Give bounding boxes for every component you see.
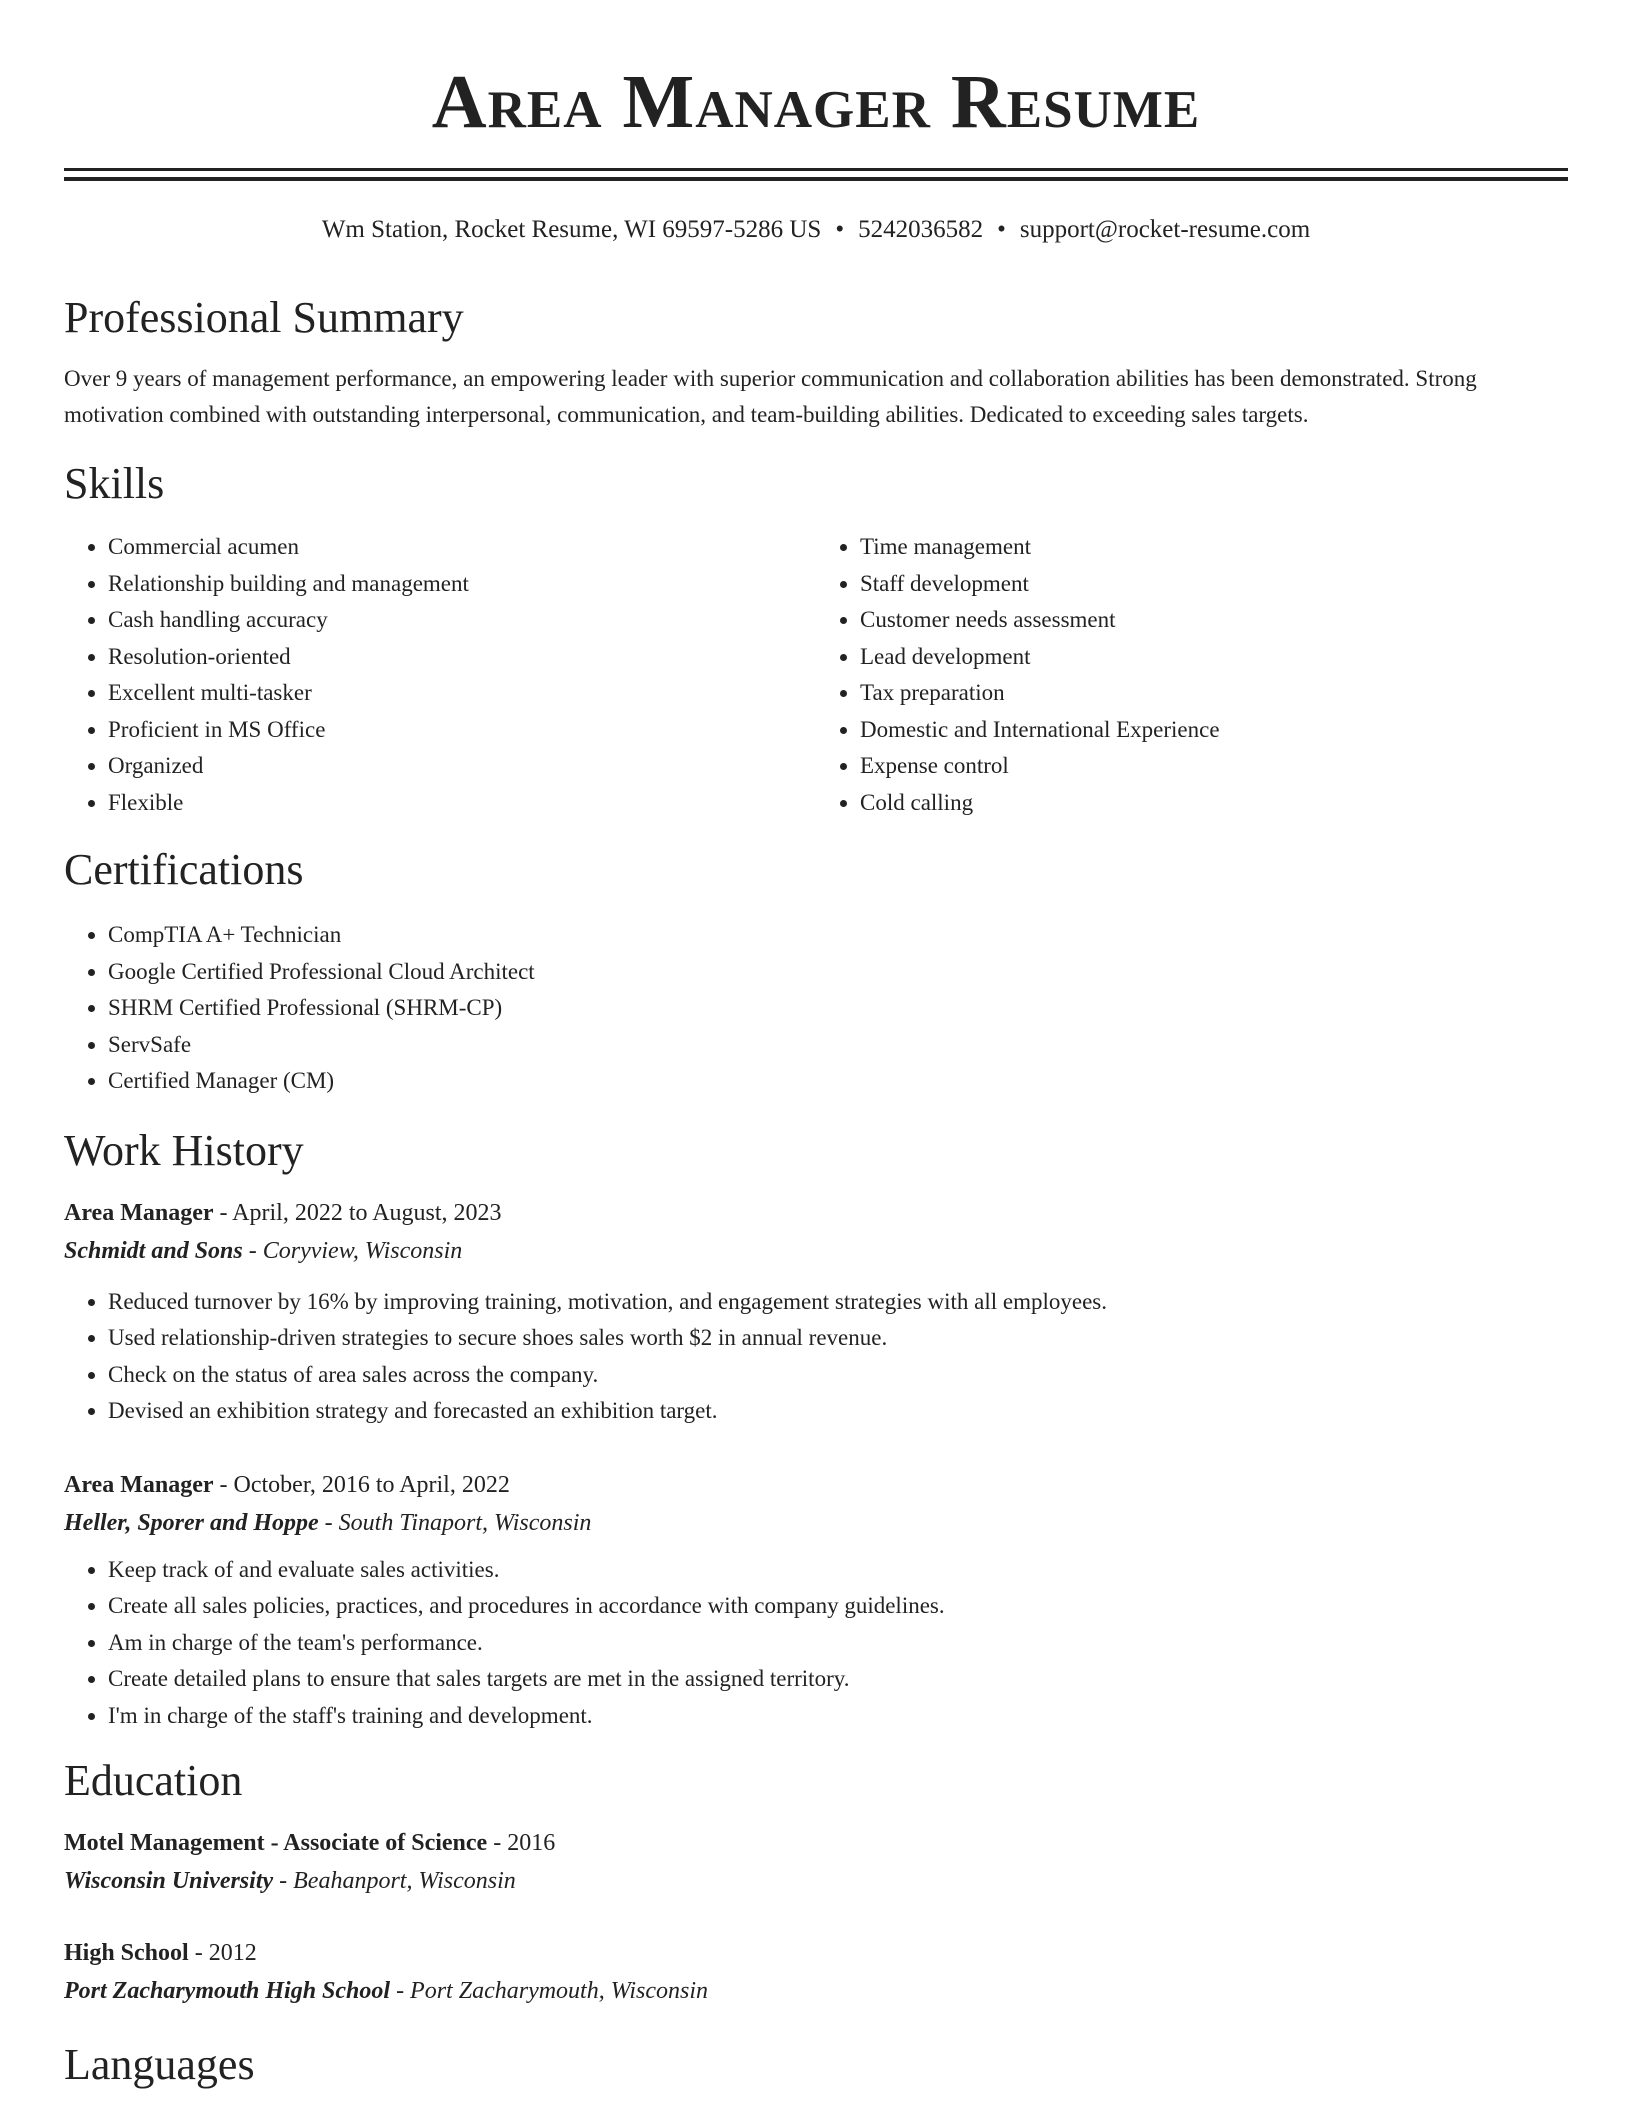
job-dates: - April, 2022 to August, 2023 [213,1199,502,1226]
certification-item: • Certified Manager (CM) [108,1063,1568,1100]
skill-item: • Cash handling accuracy [108,602,816,639]
job-bullet: • Check on the status of area sales across the company. [108,1357,1568,1394]
job-company-line [64,1232,1568,1270]
contact-line [64,215,1568,245]
job-title-line [64,1466,1568,1504]
certification-item: • CompTIA A+ Technician [108,917,1568,954]
job-entry [64,1466,1568,1735]
job-bullet: • Keep track of and evaluate sales activities. [108,1552,1568,1589]
title-divider-top [64,168,1568,171]
summary-heading: Professional Summary [64,293,464,342]
skill-item: • Flexible [108,785,816,822]
certification-item: • ServSafe [108,1027,1568,1064]
skill-item: • Staff development [860,566,1568,603]
job-company: Heller, Sporer and Hoppe [64,1509,319,1536]
skill-item: • Cold calling [860,785,1568,822]
skills-list-left [64,529,816,821]
job-location: - South Tinaport, Wisconsin [318,1509,592,1536]
education-degree-line [64,1824,1568,1862]
job-bullet: • Create all sales policies, practices, and procedures in accordance with company guidelines. [108,1588,1568,1625]
skill-item: • Commercial acumen [108,529,816,566]
education-degree: Motel Management - Associate of Science [64,1830,488,1856]
skill-item: • Resolution-oriented [108,639,816,676]
job-bullet: • Reduced turnover by 16% by improving training, motivation, and engagement strategies with all employees. [108,1284,1568,1321]
job-bullets [64,1284,1568,1430]
job-entry [64,1194,1568,1430]
certifications-list [64,917,1568,1100]
skill-item: • Relationship building and management [108,566,816,603]
education-year: - 2016 [487,1830,556,1856]
job-bullet: • Used relationship-driven strategies to secure shoes sales worth $2 in annual revenue. [108,1320,1568,1357]
education-school-line [64,1862,1568,1900]
job-company-line [64,1504,1568,1542]
certifications-heading: Certifications [64,845,304,894]
skill-item: • Tax preparation [860,675,1568,712]
contact-separator: • [997,216,1006,243]
skill-item: • Organized [108,748,816,785]
skill-item: • Expense control [860,748,1568,785]
job-title: Area Manager [64,1471,214,1498]
education-school: Wisconsin University [64,1868,274,1894]
education-entry [64,1824,1568,1900]
skills-list-right [816,529,1568,821]
skills-heading: Skills [64,459,165,508]
education-degree-line [64,1934,1568,1972]
job-company: Schmidt and Sons [64,1237,243,1264]
job-title-line [64,1194,1568,1232]
resume-title: Area Manager Resume [431,60,1201,144]
job-location: - Coryview, Wisconsin [242,1237,463,1264]
education-entry [64,1934,1568,2010]
contact-separator: • [835,216,845,243]
job-bullet: • Am in charge of the team's performance. [108,1625,1568,1662]
certification-item: • Google Certified Professional Cloud Architect [108,954,1568,991]
job-title: Area Manager [64,1199,214,1226]
job-dates: - October, 2016 to April, 2022 [213,1471,510,1498]
education-school: Port Zacharymouth High School [64,1978,391,2004]
skills-columns [64,529,1568,821]
work-history-heading: Work History [64,1125,304,1175]
contact-email[interactable]: support@rocket-resume.com [1019,216,1311,243]
skill-item: • Domestic and International Experience [860,712,1568,749]
education-location: - Port Zacharymouth, Wisconsin [390,1978,709,2004]
title-divider-bottom [64,177,1568,181]
education-school-line [64,1972,1568,2010]
skill-item: • Proficient in MS Office [108,712,816,749]
skill-item: • Excellent multi-tasker [108,675,816,712]
skill-item: • Customer needs assessment [860,602,1568,639]
contact-address: Wm Station, Rocket Resume, WI 69597-5286 US [321,216,822,243]
job-bullet: • Create detailed plans to ensure that sales targets are met in the assigned territory. [108,1661,1568,1698]
education-location: - Beahanport, Wisconsin [273,1868,516,1894]
education-heading: Education [64,1756,243,1805]
contact-phone: 5242036582 [858,216,984,243]
languages-heading: Languages [64,2040,255,2089]
skill-item: • Time management [860,529,1568,566]
certification-item: • SHRM Certified Professional (SHRM-CP) [108,990,1568,1027]
job-bullet: • Devised an exhibition strategy and forecasted an exhibition target. [108,1393,1568,1430]
education-degree: High School [64,1940,189,1966]
education-year: - 2012 [188,1940,257,1966]
summary-text: Over 9 years of management performance, an empowering leader with superior communication and collaboration abilities has been demonstrated. Strong motivation combined with outstanding interpersonal, communication, and team-building abilities. Dedicated to exceeding sales targets. [64,366,1477,427]
job-bullet: • I'm in charge of the staff's training and development. [108,1698,1568,1735]
job-bullets [64,1552,1568,1735]
skill-item: • Lead development [860,639,1568,676]
